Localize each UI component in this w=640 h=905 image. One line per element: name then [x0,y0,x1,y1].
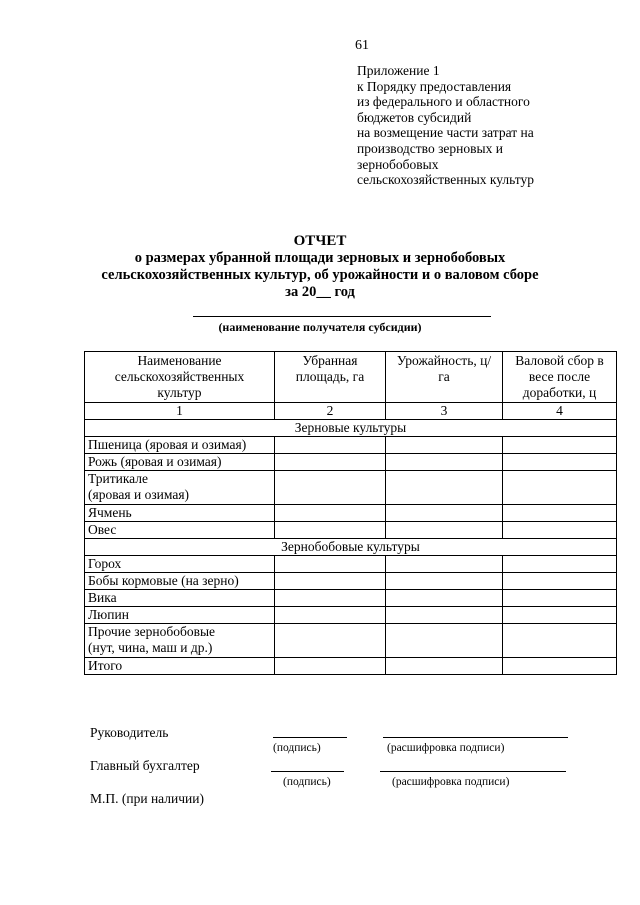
area-cell[interactable] [275,624,386,658]
report-subtitle [0,250,640,301]
stamp-label: М.П. (при наличии) [90,791,204,806]
head-label: Руководитель [90,725,169,740]
yield-cell[interactable] [386,556,503,573]
table-header-row [85,352,617,403]
section-title: Зерновые культуры [85,420,617,437]
total-label: Итого [85,658,275,675]
yield-cell[interactable] [386,624,503,658]
gross-cell[interactable] [503,590,617,607]
subtitle-line: сельскохозяйственных культур, об урожайности и о валовом сборе [101,267,539,283]
yield-cell[interactable] [386,454,503,471]
appendix-line: сельскохозяйственных культур [357,172,535,188]
subtitle-line: за 20__ год [285,284,355,300]
area-cell[interactable] [275,573,386,590]
report-title: ОТЧЕТ [293,233,347,249]
table-row [85,522,617,539]
appendix-line: зернобобовых [357,156,439,172]
area-cell[interactable] [275,658,386,675]
yield-cell[interactable] [386,522,503,539]
appendix-line: бюджетов субсидий [357,109,472,125]
gross-cell[interactable] [503,471,617,505]
table-row [85,556,617,573]
table-row [85,454,617,471]
yield-cell[interactable] [386,658,503,675]
column-number: 2 [275,403,386,420]
recipient-caption: (наименование получателя субсидии) [218,320,422,334]
yield-cell[interactable] [386,505,503,522]
gross-cell[interactable] [503,556,617,573]
table-row [85,437,617,454]
appendix-line: Приложение 1 [357,63,440,78]
area-cell[interactable] [275,437,386,454]
gross-cell[interactable] [503,437,617,454]
table-row [85,624,617,658]
head-name-caption: (расшифровка подписи) [387,742,505,754]
yield-cell[interactable] [386,607,503,624]
area-cell[interactable] [275,607,386,624]
yield-cell[interactable] [386,471,503,505]
column-number: 4 [503,403,617,420]
appendix-line: из федерального и областного [357,94,530,110]
crop-name: Бобы кормовые (на зерно) [85,573,275,590]
table-row [85,590,617,607]
crop-name: Овес [85,522,275,539]
gross-cell[interactable] [503,624,617,658]
section-title: Зернобобовые культуры [85,539,617,556]
gross-cell[interactable] [503,607,617,624]
crop-name: Рожь (яровая и озимая) [85,454,275,471]
header-gross-harvest: Валовой сбор в весе после доработки, ц [503,352,617,403]
accountant-signature-line[interactable] [271,771,344,772]
table-row [85,505,617,522]
area-cell[interactable] [275,454,386,471]
area-cell[interactable] [275,522,386,539]
page-number: 61 [355,38,369,53]
gross-cell[interactable] [503,505,617,522]
yield-cell[interactable] [386,573,503,590]
accountant-name-caption: (расшифровка подписи) [392,776,510,788]
section-row-grain [85,420,617,437]
table-row [85,471,617,505]
report-table [84,351,617,675]
appendix-line: производство зерновых и [357,140,503,156]
gross-cell[interactable] [503,573,617,590]
header-harvested-area: Убранная площадь, га [275,352,386,403]
header-crop-name: Наименование сельскохозяйственных культур [85,352,275,403]
crop-name: Горох [85,556,275,573]
table-row [85,573,617,590]
crop-name: Ячмень [85,505,275,522]
crop-name: Вика [85,590,275,607]
total-row [85,658,617,675]
appendix-line: к Порядку предоставления [357,78,512,94]
yield-cell[interactable] [386,590,503,607]
crop-name: Тритикале (яровая и озимая) [85,471,275,505]
crop-name: Люпин [85,607,275,624]
head-name-line[interactable] [383,737,568,738]
head-signature-caption: (подпись) [273,742,321,754]
recipient-name-line[interactable] [193,316,491,317]
gross-cell[interactable] [503,522,617,539]
area-cell[interactable] [275,556,386,573]
area-cell[interactable] [275,590,386,607]
appendix-line: на возмещение части затрат на [357,125,534,141]
appendix-note [357,63,617,188]
area-cell[interactable] [275,471,386,505]
header-yield: Урожайность, ц/га [386,352,503,403]
accountant-label: Главный бухгалтер [90,758,200,773]
head-signature-line[interactable] [273,737,347,738]
column-number: 3 [386,403,503,420]
crop-name: Прочие зернобобовые (нут, чина, маш и др.) [85,624,275,658]
accountant-signature-caption: (подпись) [283,776,331,788]
column-number-row [85,403,617,420]
subtitle-line: о размерах убранной площади зерновых и зернобобовых [134,250,506,266]
yield-cell[interactable] [386,437,503,454]
table-row [85,607,617,624]
section-row-legume [85,539,617,556]
crop-name: Пшеница (яровая и озимая) [85,437,275,454]
area-cell[interactable] [275,505,386,522]
gross-cell[interactable] [503,454,617,471]
gross-cell[interactable] [503,658,617,675]
column-number: 1 [85,403,275,420]
accountant-name-line[interactable] [380,771,566,772]
